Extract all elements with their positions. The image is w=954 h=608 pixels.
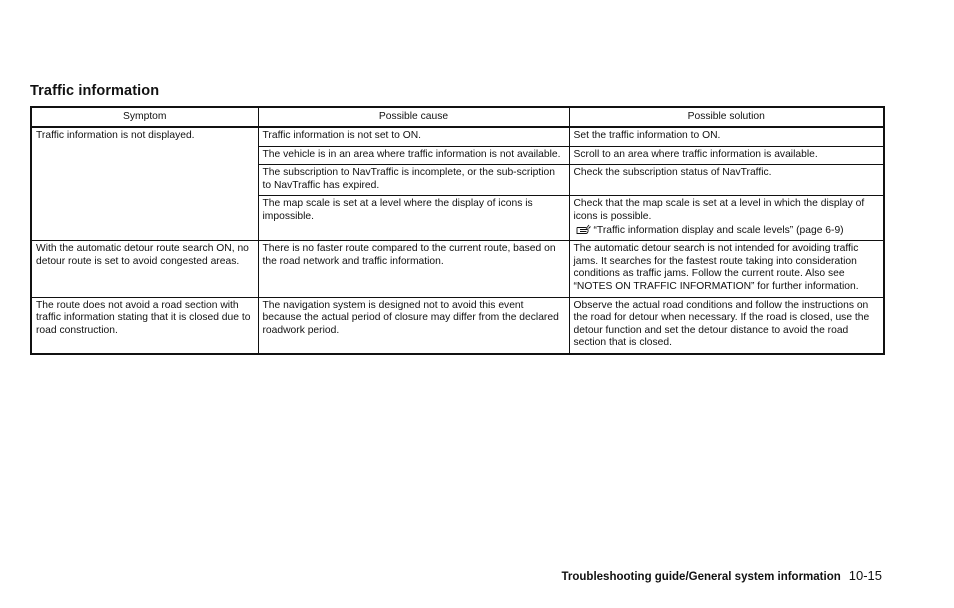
table-row (31, 127, 884, 146)
header-possible-solution: Possible solution (569, 107, 884, 127)
cause-cell: The vehicle is in an area where traffic information is not available. (258, 146, 569, 165)
solution-cell (569, 196, 884, 241)
section-title: Traffic information (30, 83, 160, 99)
solution-text: Check that the map scale is set at a level in which the display of icons is possible. (573, 198, 865, 222)
table-row (31, 297, 884, 354)
table-header-row (31, 107, 884, 127)
solution-cell: Observe the actual road conditions and follow the instructions on the road for detour when necessary. If the road is closed, use the detour function and set the detour distance to avoid the road section that is closed. (569, 297, 884, 354)
cause-cell: The subscription to NavTraffic is incomplete, or the sub-scription to NavTraffic has expired. (258, 165, 569, 196)
page-number: 10-15 (848, 568, 882, 583)
header-symptom: Symptom (31, 107, 258, 127)
traffic-info-table (30, 106, 885, 355)
pointing-hand-icon (576, 224, 592, 235)
solution-cell: Set the traffic information to ON. (569, 127, 884, 146)
symptom-cell: The route does not avoid a road section with traffic information stating that it is closed due to road construction. (31, 297, 258, 354)
footer-title: Troubleshooting guide/General system information (561, 571, 841, 583)
cause-cell: The map scale is set at a level where the display of icons is impossible. (258, 196, 569, 241)
cause-cell: Traffic information is not set to ON. (258, 127, 569, 146)
reference-text: “Traffic information display and scale levels” (page 6-9) (593, 224, 844, 236)
page-footer (562, 568, 882, 583)
cause-cell: The navigation system is designed not to avoid this event because the actual period of closure may differ from the declared roadwork period. (258, 297, 569, 354)
solution-cell: Check the subscription status of NavTraffic. (569, 165, 884, 196)
solution-cell: Scroll to an area where traffic information is available. (569, 146, 884, 165)
symptom-cell: With the automatic detour route search ON, no detour route is set to avoid congested areas. (31, 241, 258, 297)
header-possible-cause: Possible cause (258, 107, 569, 127)
cause-cell: There is no faster route compared to the current route, based on the road network and traffic information. (258, 241, 569, 297)
table-row (31, 241, 884, 297)
symptom-cell: Traffic information is not displayed. (31, 127, 258, 241)
reference-line (574, 224, 880, 238)
traffic-info-table-wrap (30, 106, 883, 355)
solution-cell: The automatic detour search is not intended for avoiding traffic jams. It searches for the fastest route taking into consideration conditions as traffic jams. Follow the current route. Also see “NOTES ON TRAFFIC INFORMATION” for further information. (569, 241, 884, 297)
